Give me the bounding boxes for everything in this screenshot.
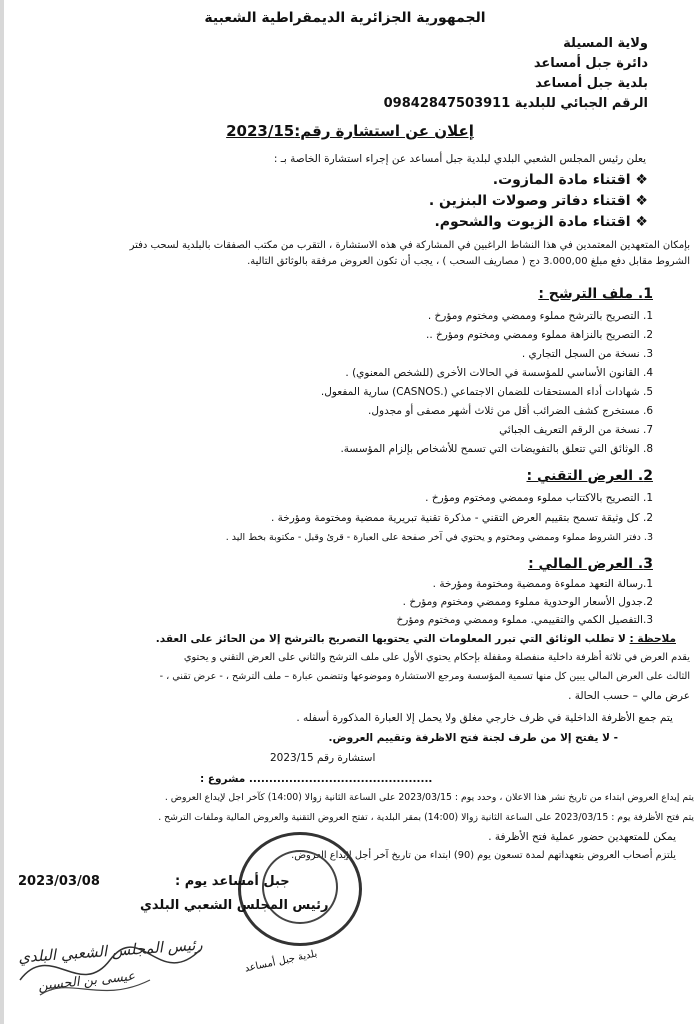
note: [156, 633, 676, 645]
note-text: لا تطلب الوثائق التي تبرر المعلومات التي يحتويها التصريح بالترشح إلا من الحائز على العقد.: [155, 633, 626, 645]
object-item: ❖ اقتناء دفاتر وصولات البنزين .: [428, 193, 648, 209]
intro-text: يعلن رئيس المجلس الشعبي البلدي لبلدية جبل أمساعد عن إجراء استشارة الخاصة بـ :: [273, 153, 646, 165]
date-line: يتم إيداع العروض ابتداء من تاريخ نشر هذا الاعلان ، وحدد يوم : 2023/03/15 على الساعة الثانية زوالا (14:00) كآخر اجل لإيداع العروض .: [164, 792, 694, 803]
list-item: 7. نسخة من الرقم التعريف الجبائي: [499, 424, 653, 436]
paragraph-line: يقدم العرض في ثلاثة أظرفة داخلية منفصلة ومقفلة بإحكام يحتوي الأول على ملف الترشح والثاني على العرض التقني و يحتوي: [183, 652, 690, 663]
daira-line: دائرة جبل أمساعد: [533, 56, 648, 71]
list-item: 1. التصريح بالاكتتاب مملوء وممضي ومختوم ومؤرخ .: [425, 492, 653, 504]
signature-place: جبل أمساعد يوم :: [175, 874, 290, 889]
scan-edge: [0, 0, 4, 1024]
signature-scribble: [10, 920, 210, 1010]
list-item: 8. الوثائق التي تتعلق بالتفويضات التي تسمح للأشخاص بإلزام المؤسسة.: [340, 443, 653, 455]
stamp-text: بلدية جبل أمساعد: [243, 948, 319, 975]
list-item: 4. القانون الأساسي للمؤسسة في الحالات الأخرى (للشخص المعنوي) .: [345, 367, 653, 379]
note-label: ملاحظة :: [629, 633, 676, 645]
paragraph-line: - لا يفتح إلا من طرف لجنة فتح الاظرفة وتقييم العروض.: [328, 732, 618, 744]
handwritten-name: عيسى بن الحسين: [37, 968, 136, 995]
signature-role: رئيس المجلس الشعبي البلدي: [140, 898, 329, 913]
paragraph-line: .............................................. مشروع :: [200, 773, 433, 785]
section-title: 2. العرض التقني :: [526, 468, 653, 484]
date-line: يمكن للمتعهدين حضور عملية فتح الأظرفة .: [488, 831, 676, 843]
list-item: 3.التفصيل الكمي والتقييمي. مملوء وممضي ومختوم ومؤرخ: [396, 614, 653, 626]
conditions-line: بإمكان المتعهدين المعتمدين في هذا النشاط الراغبين في المشاركة في هذه الاستشارة ، التقرب من مكتب الصفقات بالبلدية لسحب دفتر: [129, 240, 690, 251]
list-item: 2. كل وثيقة تسمح بتقييم العرض التقني - مذكرة تقنية تبريرية ممضية ومختومة ومؤرخة .: [271, 512, 653, 524]
paragraph-line: يتم جمع الأظرفة الداخلية في ظرف خارجي مغلق ولا يحمل إلا العبارة المذكورة أسفله .: [296, 712, 673, 724]
paragraph-line: الثالث على العرض المالي يبين كل منها تسمية المؤسسة ومرجع الاستشارة وموضوعها وتتضمن عبارة – ملف الترشح ، - عرض تقني ، -: [159, 671, 690, 682]
date-line: يتم فتح الأظرفة يوم : 2023/03/15 على الساعة الثانية زوالا (14:00) بمقر البلدية ، تفتح العروض التقنية والعروض المالية وملفات الترشح .: [158, 812, 694, 823]
list-item: 2.جدول الأسعار الوحدوية مملوء وممضي ومختوم ومؤرخ .: [402, 596, 653, 608]
paragraph-line: عرض مالي – حسب الحالة .: [568, 690, 690, 702]
section-title: 3. العرض المالي :: [528, 556, 653, 572]
list-item: 1.رسالة التعهد مملوءة وممضية ومختومة ومؤرخة .: [432, 578, 653, 590]
signature-date: 2023/03/08: [18, 874, 100, 889]
announcement-title: إعلان عن استشارة رقم:2023/15: [226, 122, 474, 140]
list-item: 3. دفتر الشروط مملوء وممضي ومختوم و يحتوي في آخر صفحة على العبارة - قرئ وقبل - مكتوبة بخط اليد .: [225, 532, 653, 543]
wilaya-line: ولاية المسيلة: [563, 36, 648, 51]
date-line: يلتزم أصحاب العروض بتعهداتهم لمدة تسعون يوم (90) ابتداء من تاريخ آخر أجل لإيداع العروض.: [291, 850, 676, 861]
list-item: 6. مستخرج كشف الضرائب أقل من ثلاث أشهر مصفى أو مجدول.: [368, 405, 653, 417]
object-item: ❖ اقتناء مادة المازوت.: [492, 172, 648, 188]
tax-id-line: الرقم الجبائي للبلدية 09842847503911: [383, 96, 648, 111]
list-item: 1. التصريح بالترشح مملوء وممضي ومختوم ومؤرخ .: [427, 310, 653, 322]
list-item: 3. نسخة من السجل التجاري .: [521, 348, 653, 360]
section-title: 1. ملف الترشح :: [538, 286, 653, 302]
list-item: 2. التصريح بالنزاهة مملوء وممضي ومختوم ومؤرخ ..: [425, 329, 653, 341]
republic-heading: الجمهورية الجزائرية الديمقراطية الشعبية: [204, 10, 486, 26]
list-item: 5. شهادات أداء المستحقات للضمان الاجتماعي (.CASNOS) سارية المفعول.: [320, 386, 653, 398]
conditions-line: الشروط مقابل دفع مبلغ 3.000,00 دج ( مصاريف السحب ) ، يجب أن تكون العروض مرفقة بالوثائق التالية.: [247, 256, 690, 267]
object-item: ❖ اقتناء مادة الزيوت والشحوم.: [434, 214, 648, 230]
paragraph-line: استشارة رقم 2023/15: [270, 752, 376, 764]
handwritten-title: رئيس المجلس الشعبي البلدي: [17, 935, 204, 967]
baladiya-line: بلدية جبل أمساعد: [535, 76, 648, 91]
